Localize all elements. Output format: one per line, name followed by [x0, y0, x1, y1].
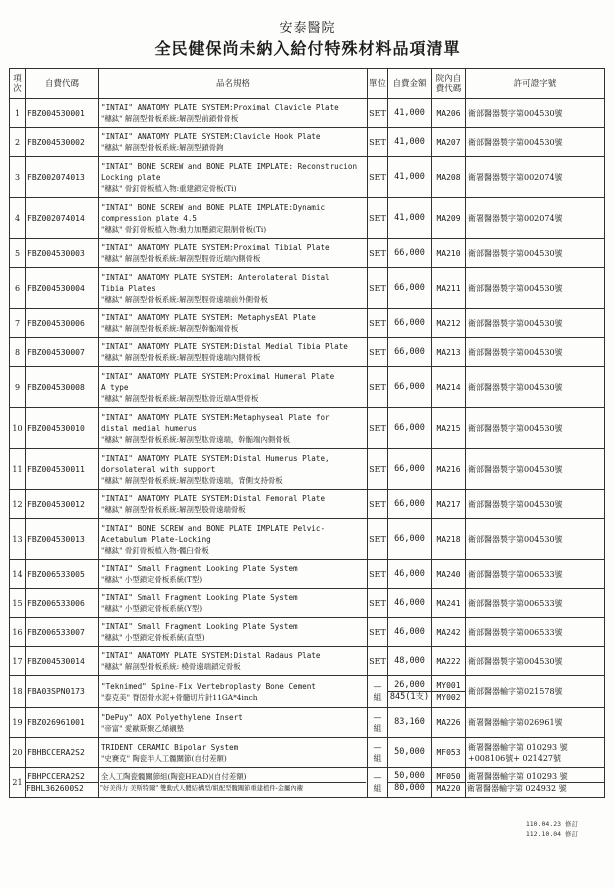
cell-unit: — 組 — [368, 738, 388, 768]
cell-price: 66,000 — [388, 268, 432, 309]
table-row — [10, 738, 605, 768]
cell-name: "INTAI" BONE SCREW and BONE PLATE IMPLATE: Reconstrucion Locking plate "穗鈦" 骨釘骨板植入物:重建鎖定骨板(Ti) — [99, 157, 368, 198]
table-row — [10, 408, 605, 449]
cell-name: "INTAI" BONE SCREW and BONE PLATE IMPLATE:Dynamic compression plate 4.5 "穗鈦" 骨釘骨板植入物:動力加壓鎖定限制骨板(Ti) — [99, 198, 368, 239]
cell-no: 13 — [10, 519, 26, 560]
table-row — [10, 618, 605, 647]
cell-price: 41,000 — [388, 198, 432, 239]
cell-unit: SET — [368, 449, 388, 490]
cell-name: "DePuy" AOX Polyethylene Insert "帝富" 愛歐斯聚乙烯襯墊 — [99, 708, 368, 738]
cell-mc: MA209 — [432, 198, 466, 239]
cell-no: 16 — [10, 618, 26, 647]
table-row — [10, 519, 605, 560]
cell-mc: MA208 — [432, 157, 466, 198]
cell-license: 衛部醫器製字第004530號 — [466, 490, 605, 519]
cell-price: 46,000 — [388, 618, 432, 647]
cell-code: FBZ006533005 — [26, 560, 99, 589]
cell-price: 46,000 — [388, 560, 432, 589]
header-price: 自費金額 — [388, 69, 432, 99]
cell-license: 衛部醫器製字第004530號 — [466, 99, 605, 128]
cell-mc: MA242 — [432, 618, 466, 647]
cell-price: 50,000 80,000 — [388, 768, 432, 798]
cell-unit: SET — [368, 338, 388, 367]
cell-name: "INTAI" ANATOMY PLATE SYSTEM:Distal Radaus Plate "穗鈦" 解剖型骨板系統: 橈骨遠端鎖定骨板 — [99, 647, 368, 676]
cell-name: 全人工陶瓷髖關節組(陶瓷HEAD)(自付差額) "好美得力 美斯特爾" 雙動式人體結構型/組配型髖關節重建植件-金屬內襯 — [99, 768, 368, 798]
cell-code: FBZ004530006 — [26, 309, 99, 338]
cell-no: 11 — [10, 449, 26, 490]
cell-price: 66,000 — [388, 367, 432, 408]
cell-code: FBHPCCERA2S2 FBHL362600S2 — [26, 768, 99, 798]
cell-license: 衛部醫器輸字第021578號 — [466, 676, 605, 708]
cell-mc: MA213 — [432, 338, 466, 367]
cell-no: 4 — [10, 198, 26, 239]
cell-license: 衛部醫器製字第006533號 — [466, 560, 605, 589]
cell-mc: MA214 — [432, 367, 466, 408]
cell-mc: MA216 — [432, 449, 466, 490]
header-name: 品名規格 — [99, 69, 368, 99]
cell-license: 衛部醫器製字第004530號 — [466, 309, 605, 338]
cell-code: FBZ004530013 — [26, 519, 99, 560]
cell-license: 衛署醫器製字第002074號 — [466, 198, 605, 239]
cell-price: 66,000 — [388, 519, 432, 560]
cell-code: FBZ004530002 — [26, 128, 99, 157]
table-row — [10, 198, 605, 239]
cell-code: FBZ006533006 — [26, 589, 99, 618]
header-unit: 單位 — [368, 69, 388, 99]
table-row — [10, 768, 605, 798]
cell-license: 衛部醫器製字第004530號 — [466, 128, 605, 157]
cell-no: 12 — [10, 490, 26, 519]
cell-name: "INTAI" Small Fragment Looking Plate System "穗鈦" 小型鎖定骨板系統(T型) — [99, 560, 368, 589]
table-row — [10, 449, 605, 490]
cell-no: 19 — [10, 708, 26, 738]
header-license: 許可證字號 — [466, 69, 605, 99]
cell-unit: SET — [368, 408, 388, 449]
cell-mc: MY001 MY002 — [432, 676, 466, 708]
cell-unit: SET — [368, 367, 388, 408]
cell-unit: SET — [368, 309, 388, 338]
header-code: 自費代碼 — [26, 69, 99, 99]
cell-license: 衛署醫器輸字第026961號 — [466, 708, 605, 738]
table-row — [10, 99, 605, 128]
cell-price: 66,000 — [388, 490, 432, 519]
cell-name: "INTAI" ANATOMY PLATE SYSTEM: MetaphysEAl Plate "穗鈦" 解剖型骨板系統:解剖型幹骺端骨板 — [99, 309, 368, 338]
cell-mc: MA240 — [432, 560, 466, 589]
cell-license: 衛部醫器製字第006533號 — [466, 589, 605, 618]
cell-no: 7 — [10, 309, 26, 338]
cell-no: 8 — [10, 338, 26, 367]
cell-price: 41,000 — [388, 157, 432, 198]
cell-price: 66,000 — [388, 239, 432, 268]
cell-license: 衛部醫器製字第004530號 — [466, 239, 605, 268]
cell-code: FBZ004530014 — [26, 647, 99, 676]
table-row — [10, 589, 605, 618]
cell-unit: SET — [368, 198, 388, 239]
cell-mc: MA212 — [432, 309, 466, 338]
cell-license: 衛部醫器製字第004530號 — [466, 449, 605, 490]
cell-license: 衛署醫器輸字第 010293 號 衛署醫器輸字第 024932 號 — [466, 768, 605, 798]
cell-name: "INTAI" Small Fragment Looking Plate System "穗鈦" 小型鎖定骨板系統(Y型) — [99, 589, 368, 618]
cell-unit: SET — [368, 560, 388, 589]
cell-no: 17 — [10, 647, 26, 676]
cell-mc: MA226 — [432, 708, 466, 738]
cell-name: "INTAI" ANATOMY PLATE SYSTEM:Metaphyseal Plate for distal medial humerus "穗鈦" 解剖型骨板系統:解剖型肱骨遠端，幹骺端內側骨板 — [99, 408, 368, 449]
cell-code: FBZ004530012 — [26, 490, 99, 519]
cell-name: "Teknimed" Spine-Fix Vertebroplasty Bone Cement "泰克美" 脊固骨水泥+骨髓切片針11GA*4inch — [99, 676, 368, 708]
cell-code: FBZ004530001 — [26, 99, 99, 128]
cell-code: FBHBCCERA2S2 — [26, 738, 99, 768]
cell-code: FBZ004530010 — [26, 408, 99, 449]
cell-unit: SET — [368, 589, 388, 618]
hospital-name: 安泰醫院 — [279, 21, 336, 36]
cell-price: 66,000 — [388, 309, 432, 338]
table-row — [10, 268, 605, 309]
cell-code: FBZ004530008 — [26, 367, 99, 408]
cell-no: 20 — [10, 738, 26, 768]
table-header-row — [10, 69, 605, 99]
cell-name: TRIDENT CERAMIC Bipolar System "史賽克" 陶瓷半人工髖關節(自付差額) — [99, 738, 368, 768]
revision-note-2: 112.10.04 修訂 — [525, 830, 578, 838]
cell-mc: MF053 — [432, 738, 466, 768]
table-row — [10, 157, 605, 198]
materials-table — [9, 68, 605, 798]
cell-no: 1 — [10, 99, 26, 128]
table-row — [10, 676, 605, 708]
cell-mc: MA206 — [432, 99, 466, 128]
cell-no: 9 — [10, 367, 26, 408]
cell-code: FBA03SPN0173 — [26, 676, 99, 708]
cell-license: 衛部醫器製字第004530號 — [466, 519, 605, 560]
cell-price: 41,000 — [388, 99, 432, 128]
cell-mc: MF050 MA220 — [432, 768, 466, 798]
cell-license: 衛部醫器製字第004530號 — [466, 367, 605, 408]
cell-no: 10 — [10, 408, 26, 449]
cell-mc: MA207 — [432, 128, 466, 157]
cell-name: "INTAI" ANATOMY PLATE SYSTEM:Clavicle Hook Plate "穗鈦" 解剖型骨板系統:解剖型鎖骨鉤 — [99, 128, 368, 157]
table-row — [10, 128, 605, 157]
cell-no: 6 — [10, 268, 26, 309]
cell-unit: SET — [368, 618, 388, 647]
cell-unit: SET — [368, 647, 388, 676]
cell-unit: SET — [368, 239, 388, 268]
cell-name: "INTAI" ANATOMY PLATE SYSTEM:Distal Medial Tibia Plate "穗鈦" 解剖型骨板系統:解剖型脛骨遠端內側骨板 — [99, 338, 368, 367]
cell-price: 50,000 — [388, 738, 432, 768]
cell-name: "INTAI" BONE SCREW and BONE PLATE IMPLATE Pelvic- Acetabulum Plate-Locking "穗鈦" 骨釘骨板植入物-髖臼骨板 — [99, 519, 368, 560]
cell-code: FBZ002074014 — [26, 198, 99, 239]
table-row — [10, 560, 605, 589]
cell-name: "INTAI" ANATOMY PLATE SYSTEM:Proximal Tibial Plate "穗鈦" 解剖型骨板系統:解剖型脛骨近端內側骨板 — [99, 239, 368, 268]
cell-no: 5 — [10, 239, 26, 268]
cell-unit: SET — [368, 519, 388, 560]
cell-mc: MA241 — [432, 589, 466, 618]
cell-no: 14 — [10, 560, 26, 589]
cell-license: 衛部醫器製字第006533號 — [466, 618, 605, 647]
cell-price: 66,000 — [388, 449, 432, 490]
cell-code: FBZ026961001 — [26, 708, 99, 738]
cell-unit: SET — [368, 268, 388, 309]
cell-name: "INTAI" ANATOMY PLATE SYSTEM: Anterolateral Distal Tibia Plates "穗鈦" 解剖型骨板系統:解剖型脛骨遠端前外側骨板 — [99, 268, 368, 309]
cell-unit: SET — [368, 99, 388, 128]
cell-mc: MA210 — [432, 239, 466, 268]
cell-mc: MA222 — [432, 647, 466, 676]
cell-price: 83,160 — [388, 708, 432, 738]
cell-code: FBZ004530004 — [26, 268, 99, 309]
table-row — [10, 338, 605, 367]
cell-license: 衛部醫器製字第004530號 — [466, 408, 605, 449]
cell-no: 18 — [10, 676, 26, 708]
cell-price: 46,000 — [388, 589, 432, 618]
cell-mc: MA211 — [432, 268, 466, 309]
cell-price: 41,000 — [388, 128, 432, 157]
revision-note-1: 110.04.23 修訂 — [525, 820, 578, 828]
cell-no: 15 — [10, 589, 26, 618]
cell-price: 48,000 — [388, 647, 432, 676]
cell-license: 衛署醫器輸字第 010293 號 +008106號+ 021427號 — [466, 738, 605, 768]
document-title: 全民健保尚未納入給付特殊材料品項清單 — [154, 39, 461, 58]
table-row — [10, 239, 605, 268]
cell-mc: MA215 — [432, 408, 466, 449]
cell-unit: SET — [368, 128, 388, 157]
cell-unit: — 組 — [368, 676, 388, 708]
cell-license: 衛部醫器製字第004530號 — [466, 268, 605, 309]
cell-no: 21 — [10, 768, 26, 798]
cell-name: "INTAI" ANATOMY PLATE SYSTEM:Proximal Clavicle Plate "穗鈦" 解剖型骨板系統:解剖型前鎖骨骨板 — [99, 99, 368, 128]
cell-license: 衛署醫器製字第002074號 — [466, 157, 605, 198]
cell-mc: MA218 — [432, 519, 466, 560]
cell-unit: — 組 — [368, 768, 388, 798]
table-row — [10, 367, 605, 408]
cell-name: "INTAI" Small Fragment Looking Plate System "穗鈦" 小型鎖定骨板系統(直型) — [99, 618, 368, 647]
cell-no: 3 — [10, 157, 26, 198]
cell-name: "INTAI" ANATOMY PLATE SYSTEM:Distal Femoral Plate "穗鈦" 解剖型骨板系統:解剖型股骨遠端骨板 — [99, 490, 368, 519]
cell-code: FBZ006533007 — [26, 618, 99, 647]
cell-mc: MA217 — [432, 490, 466, 519]
cell-code: FBZ002074013 — [26, 157, 99, 198]
table-row — [10, 490, 605, 519]
cell-unit: SET — [368, 157, 388, 198]
cell-code: FBZ004530011 — [26, 449, 99, 490]
cell-price: 26,000 845(1支) — [388, 676, 432, 708]
cell-no: 2 — [10, 128, 26, 157]
table-row — [10, 647, 605, 676]
cell-price: 66,000 — [388, 338, 432, 367]
cell-unit: SET — [368, 490, 388, 519]
cell-license: 衛部醫器製字第004530號 — [466, 338, 605, 367]
cell-code: FBZ004530003 — [26, 239, 99, 268]
cell-unit: — 組 — [368, 708, 388, 738]
table-row — [10, 708, 605, 738]
cell-code: FBZ004530007 — [26, 338, 99, 367]
cell-price: 66,000 — [388, 408, 432, 449]
header-no: 項次 — [10, 69, 26, 99]
table-row — [10, 309, 605, 338]
cell-name: "INTAI" ANATOMY PLATE SYSTEM:Proximal Humeral Plate A type "穗鈦" 解剖型骨板系統:解剖型肱骨近端A型骨板 — [99, 367, 368, 408]
cell-name: "INTAI" ANATOMY PLATE SYSTEM:Distal Humerus Plate, dorsolateral with support "穗鈦" 解剖型骨板系統:解剖型肱骨遠端，背側支持骨板 — [99, 449, 368, 490]
cell-license: 衛部醫器製字第004530號 — [466, 647, 605, 676]
header-mc: 院內自費代碼 — [432, 69, 466, 99]
